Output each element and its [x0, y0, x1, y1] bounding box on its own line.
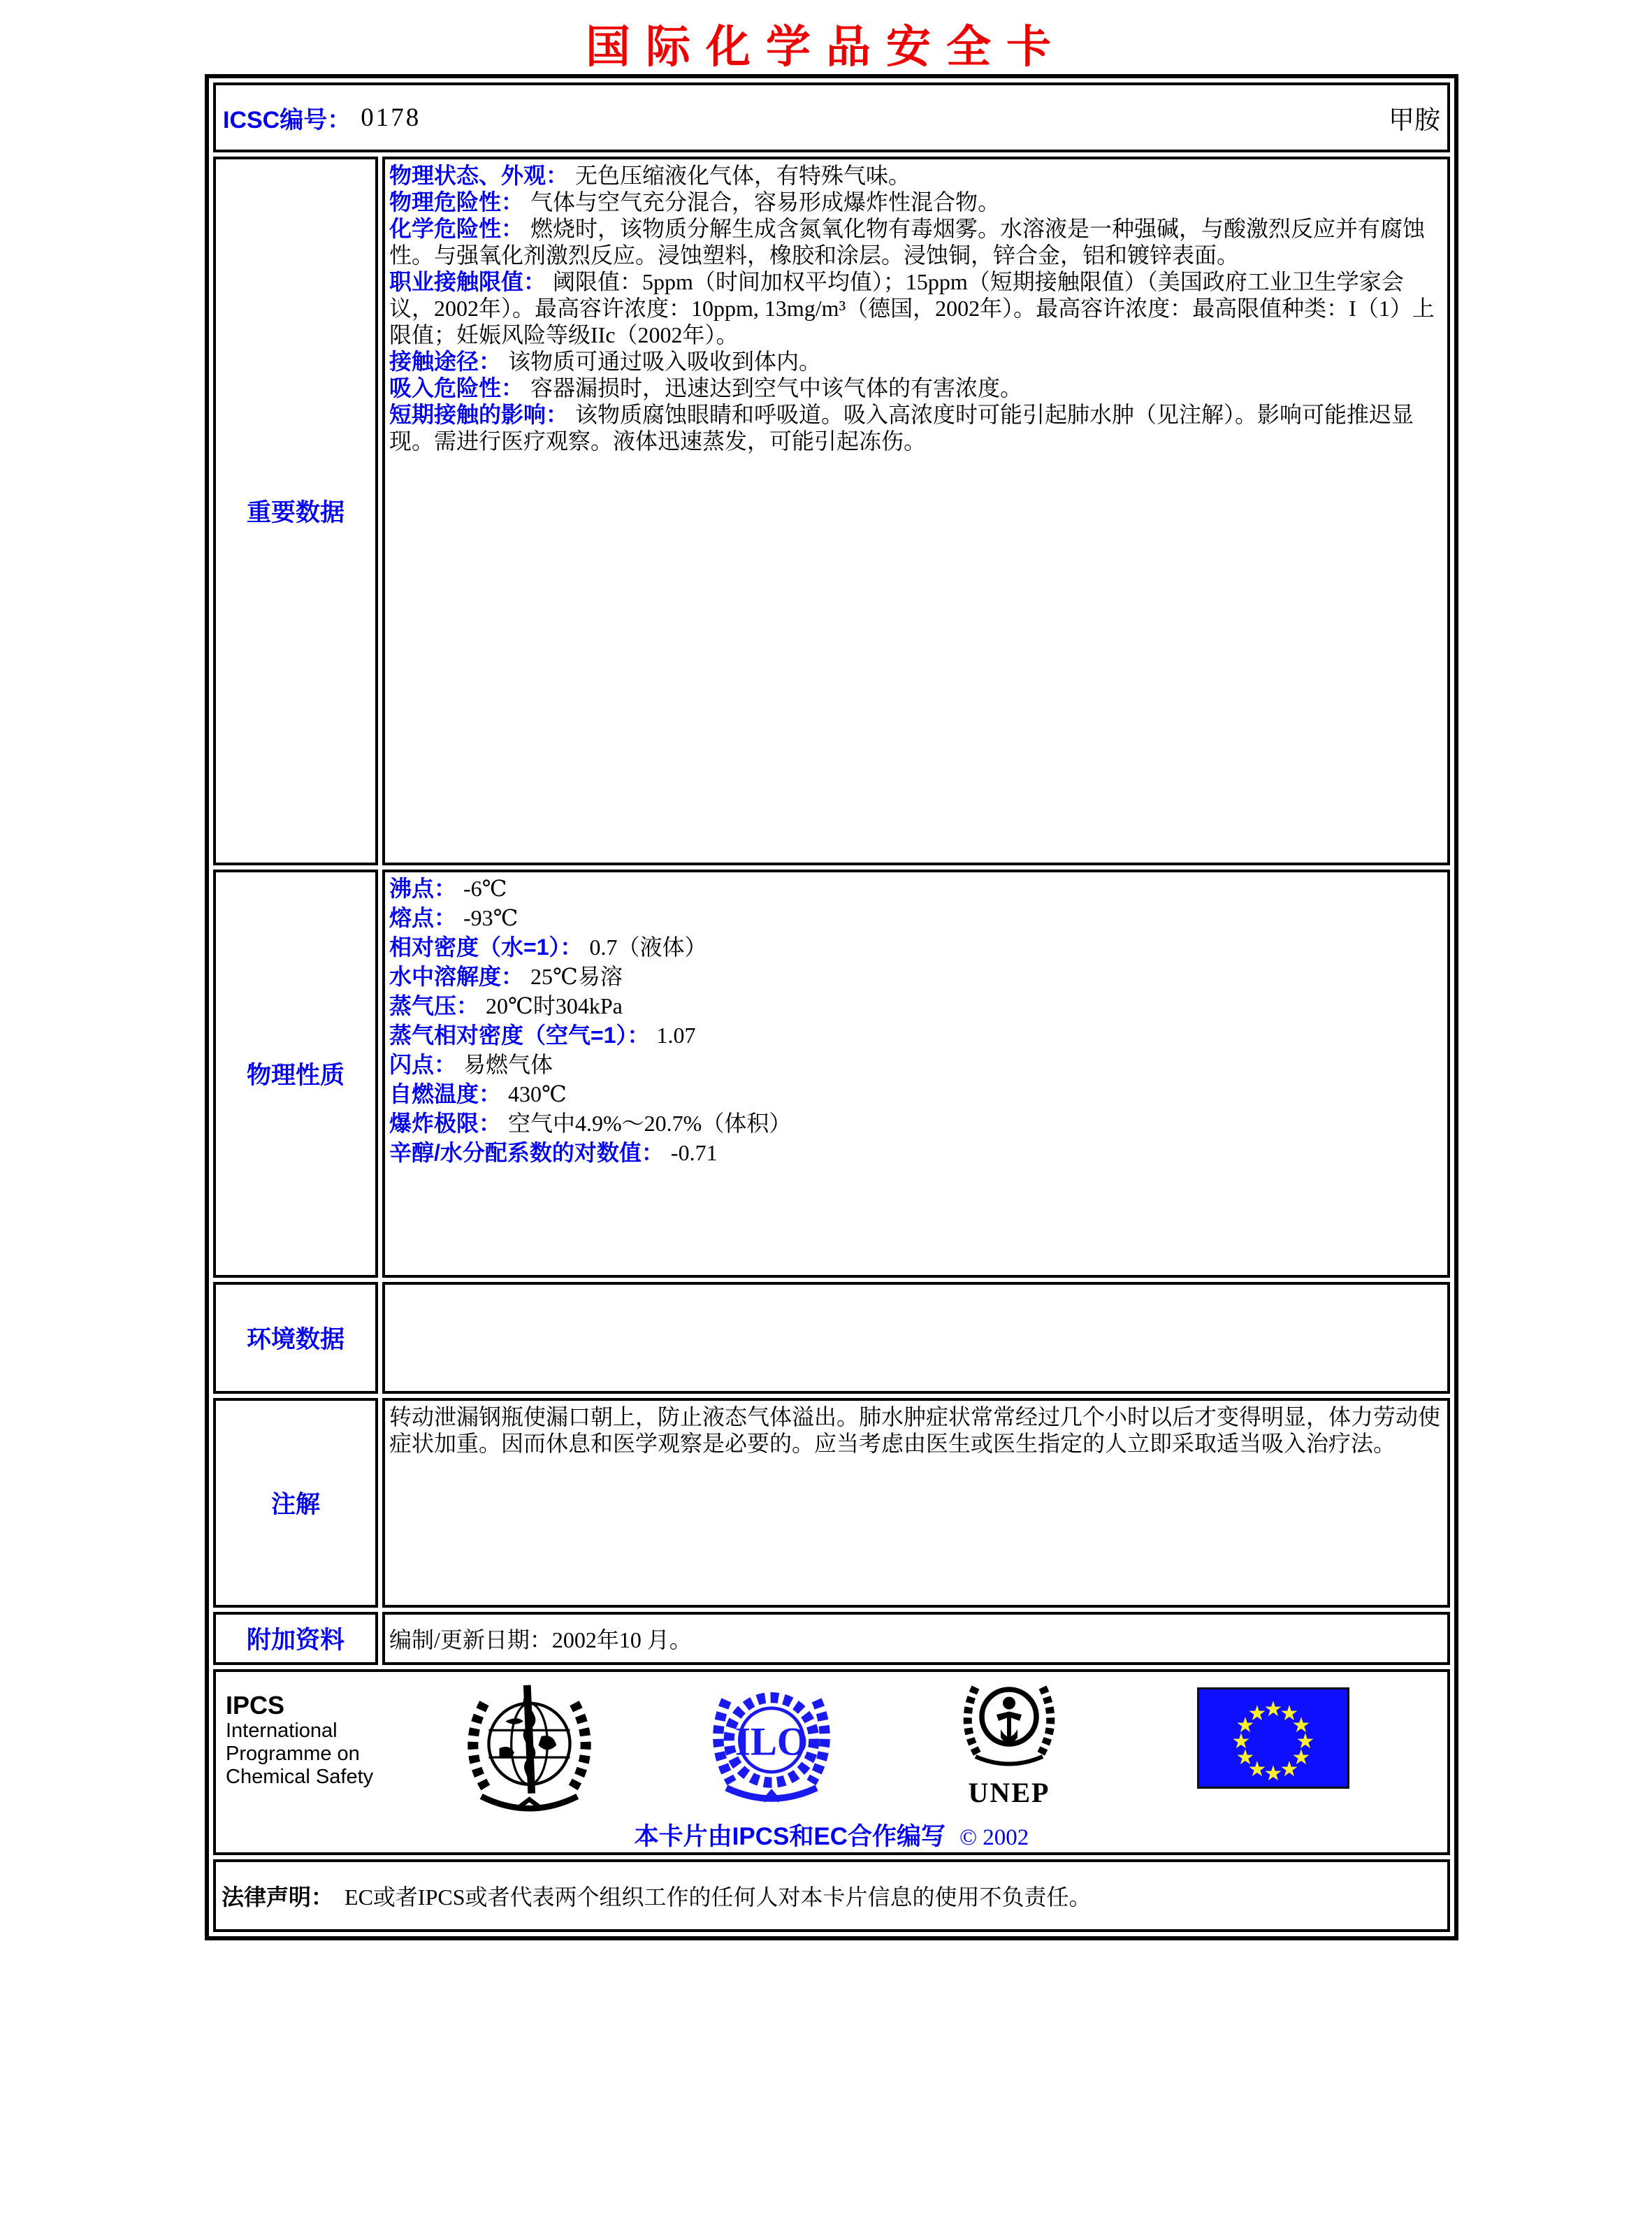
field-value: -6℃ [463, 876, 507, 901]
physical-property-entry [389, 1139, 1442, 1166]
field-label: 物理状态、外观： [389, 163, 569, 188]
physical-property-entry [389, 1022, 1442, 1048]
field-label: 化学危险性： [389, 216, 524, 241]
physical-property-entry [389, 963, 1442, 990]
field-label: 物理危险性： [389, 189, 524, 215]
important-data-entry [389, 401, 1442, 454]
field-label: 闪点： [389, 1052, 457, 1077]
field-value: 25℃易溶 [530, 964, 623, 989]
ipcs-title: IPCS [226, 1691, 285, 1720]
svg-text:ILO: ILO [734, 1720, 809, 1764]
credit-text: 本卡片由IPCS和EC合作编写 [634, 1823, 945, 1850]
svg-text:★: ★ [1236, 1713, 1255, 1738]
physical-property-entry [389, 875, 1442, 902]
important-data-content-cell [382, 157, 1450, 865]
ipcs-subtitle-line: Programme on [226, 1743, 360, 1765]
physical-property-entry [389, 1081, 1442, 1107]
ilo-emblem-icon [705, 1679, 838, 1815]
notes-row [213, 1398, 1450, 1608]
svg-text:★: ★ [1296, 1729, 1315, 1754]
additional-info-label-cell [213, 1612, 378, 1665]
additional-info-content-cell [382, 1612, 1450, 1665]
field-value: 20℃时304kPa [486, 993, 623, 1018]
important-data-row [213, 157, 1450, 865]
field-label: 辛醇/水分配系数的对数值： [389, 1140, 664, 1165]
notes-label-cell [213, 1398, 378, 1608]
field-value: 容器漏损时，迅速达到空气中该气体的有害浓度。 [530, 375, 1023, 401]
section-label: 注解 [270, 1491, 320, 1518]
field-value: 气体与空气充分混合，容易形成爆炸性混合物。 [530, 189, 1001, 215]
physical-property-entry [389, 1051, 1442, 1078]
field-label: 蒸气压： [389, 993, 479, 1018]
important-data-entry [389, 375, 1442, 401]
credit-line [216, 1817, 1447, 1852]
field-label: 相对密度（水=1）： [389, 935, 583, 960]
field-value: 空气中4.9%～20.7%（体积） [508, 1111, 792, 1136]
svg-text:★: ★ [1291, 1745, 1311, 1770]
field-value: 430℃ [508, 1081, 567, 1106]
field-value: 燃烧时，该物质分解生成含氮氧化物有毒烟雾。水溶液是一种强碱，与酸激烈反应并有腐蚀性。与强氧化剂激烈反应。浸蚀塑料，橡胶和涂层。浸蚀铜，锌合金，铝和镀锌表面。 [389, 216, 1426, 268]
field-label: 沸点： [389, 876, 457, 901]
field-label: 吸入危险性： [389, 375, 524, 401]
ipcs-subtitle-line: International [226, 1720, 338, 1742]
physical-properties-label-cell [213, 870, 378, 1278]
field-value: 1.07 [656, 1023, 696, 1048]
field-label: 熔点： [389, 905, 457, 930]
who-emblem-icon [454, 1676, 604, 1830]
legal-notice-text: EC或者IPCS或者代表两个组织工作的任何人对本卡片信息的使用不负责任。 [345, 1884, 1092, 1910]
important-data-entry [389, 348, 1442, 375]
svg-text:★: ★ [1263, 1761, 1283, 1786]
logos-row [213, 1669, 1450, 1855]
additional-info-row [213, 1612, 1450, 1665]
svg-text:★: ★ [1280, 1701, 1299, 1726]
field-label: 爆炸极限： [389, 1111, 502, 1136]
svg-text:★: ★ [1231, 1729, 1251, 1754]
svg-text:★: ★ [1291, 1713, 1311, 1738]
environmental-data-row [213, 1282, 1450, 1394]
section-label: 环境数据 [246, 1326, 345, 1353]
unep-emblem-icon [957, 1675, 1062, 1807]
unep-wordmark: UNEP [968, 1777, 1050, 1808]
field-label: 蒸气相对密度（空气=1）： [389, 1023, 650, 1048]
section-label: 附加资料 [246, 1627, 345, 1654]
physical-property-entry [389, 993, 1442, 1019]
field-value: 无色压缩液化气体，有特殊气味。 [575, 163, 911, 188]
svg-text:★: ★ [1263, 1697, 1283, 1722]
legal-notice-label: 法律声明： [222, 1884, 334, 1910]
physical-properties-row [213, 870, 1450, 1278]
physical-property-entry [389, 934, 1442, 960]
important-data-entry [389, 215, 1442, 268]
important-data-entry [389, 189, 1442, 215]
chemical-name: 甲胺 [1389, 106, 1440, 135]
important-data-entry [389, 162, 1442, 189]
icsc-number-value: 0178 [361, 103, 421, 132]
field-value: -0.71 [670, 1140, 718, 1165]
field-label: 接触途径： [389, 349, 502, 374]
section-label: 物理性质 [246, 1062, 345, 1089]
field-label: 职业接触限值： [389, 269, 546, 294]
copyright-text: © 2002 [959, 1825, 1029, 1850]
notes-text: 转动泄漏钢瓶使漏口朝上，防止液态气体溢出。肺水肿症状常常经过几个小时以后才变得明显，体力劳动使症状加重。因而休息和医学观察是必要的。应当考虑由医生或医生指定的人立即采取适当吸入治疗法。 [389, 1404, 1441, 1456]
svg-text:★: ★ [1247, 1757, 1267, 1782]
svg-text:★: ★ [1280, 1757, 1299, 1782]
icsc-number-label: ICSC编号： [223, 106, 352, 134]
svg-text:★: ★ [1247, 1701, 1267, 1726]
section-label: 重要数据 [246, 499, 345, 526]
field-value: 该物质可通过吸入吸收到体内。 [508, 349, 822, 374]
legal-row [213, 1859, 1450, 1932]
important-data-entry [389, 268, 1442, 348]
environmental-data-label-cell [213, 1282, 378, 1394]
field-label: 短期接触的影响： [389, 402, 569, 427]
eu-flag-icon [1197, 1687, 1349, 1789]
field-value: -93℃ [463, 905, 519, 930]
field-value: 0.7（液体） [589, 935, 707, 960]
additional-info-text: 编制/更新日期：2002年10 月。 [389, 1627, 692, 1652]
field-value: 阈限值：5ppm（时间加权平均值）；15ppm（短期接触限值）（美国政府工业卫生学家会议，2002年）。最高容许浓度：10ppm, 13mg/m³（德国，2002年）。最高容许浓度：最高限值种类：I（1）上限值；妊娠风险等级IIc（2002年）。 [389, 269, 1435, 347]
field-value: 该物质腐蚀眼睛和呼吸道。吸入高浓度时可能引起肺水肿（见注解）。影响可能推迟显现。需进行医疗观察。液体迅速蒸发，可能引起冻伤。 [389, 402, 1414, 454]
header-row [213, 82, 1450, 152]
icsc-card-table [205, 74, 1458, 1940]
field-label: 自燃温度： [389, 1081, 502, 1106]
page-title: 国际化学品安全卡 [586, 22, 1066, 72]
ipcs-block [226, 1692, 373, 1789]
environmental-data-content-cell [382, 1282, 1450, 1394]
important-data-label-cell [213, 157, 378, 865]
physical-properties-content-cell [382, 870, 1450, 1278]
notes-content-cell [382, 1398, 1450, 1608]
field-value: 易燃气体 [463, 1052, 553, 1077]
field-label: 水中溶解度： [389, 964, 524, 989]
physical-property-entry [389, 904, 1442, 931]
svg-text:★: ★ [1236, 1745, 1255, 1770]
ipcs-subtitle-line: Chemical Safety [226, 1766, 374, 1788]
physical-property-entry [389, 1110, 1442, 1137]
